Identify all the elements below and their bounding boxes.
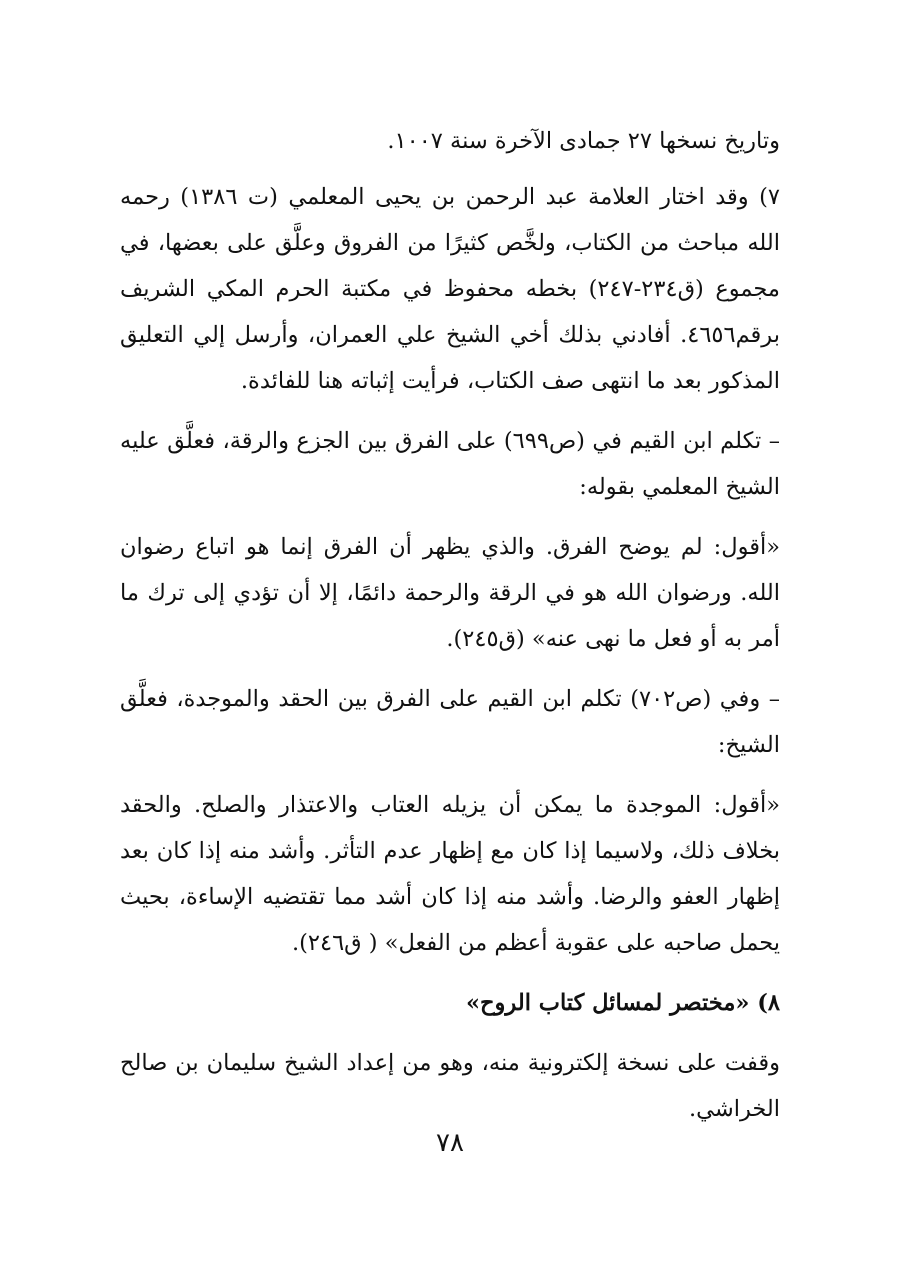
section-heading-item-8: ٨) «مختصر لمسائل كتاب الروح» — [465, 990, 780, 1016]
paragraph-hiqd-mawjida-intro: – وفي (ص٧٠٢) تكلم ابن القيم على الفرق بين الحقد والموجدة، فعلَّق الشيخ: — [120, 686, 780, 758]
page-body — [120, 118, 780, 1146]
paragraph-quote-1: «أقول: لم يوضح الفرق. والذي يظهر أن الفرق إنما هو اتباع رضوان الله. ورضوان الله هو في الرقة والرحمة دائمًا، إلا أن تؤدي إلى ترك ما أمر به أو فعل ما نهى عنه» (ق٢٤٥). — [120, 534, 780, 652]
page-number: ٧٨ — [436, 1128, 464, 1158]
paragraph-copy-date: وتاريخ نسخها ٢٧ جمادى الآخرة سنة ١٠٠٧. — [387, 128, 780, 154]
paragraph-quote-2: «أقول: الموجدة ما يمكن أن يزيله العتاب والاعتذار والصلح. والحقد بخلاف ذلك، ولاسيما إذا كان مع إظهار عدم التأثر. وأشد منه إذا كان بعد إظهار العفو والرضا. وأشد منه إذا كان أشد مما تقتضيه الإساءة، بحيث يحمل صاحبه على عقوبة أعظم من الفعل» ( ق٢٤٦). — [120, 792, 780, 956]
paragraph-electronic-copy: وقفت على نسخة إلكترونية منه، وهو من إعداد الشيخ سليمان بن صالح الخراشي. — [120, 1050, 780, 1122]
paragraph-jaza-riqqa-intro: – تكلم ابن القيم في (ص٦٩٩) على الفرق بين الجزع والرقة، فعلَّق عليه الشيخ المعلمي بقوله: — [120, 428, 780, 500]
paragraph-item-7-muallimi: ٧) وقد اختار العلامة عبد الرحمن بن يحيى المعلمي (ت ١٣٨٦) رحمه الله مباحث من الكتاب، ولخَّص كثيرًا من الفروق وعلَّق على بعضها، في مجموع (ق٢٣٤-٢٤٧) بخطه محفوظ في مكتبة الحرم المكي الشريف برقم٤٦٥٦. أفادني بذلك أخي الشيخ علي العمران، وأرسل إلي التعليق المذكور بعد ما انتهى صف الكتاب، فرأيت إثباته هنا للفائدة. — [120, 184, 780, 394]
